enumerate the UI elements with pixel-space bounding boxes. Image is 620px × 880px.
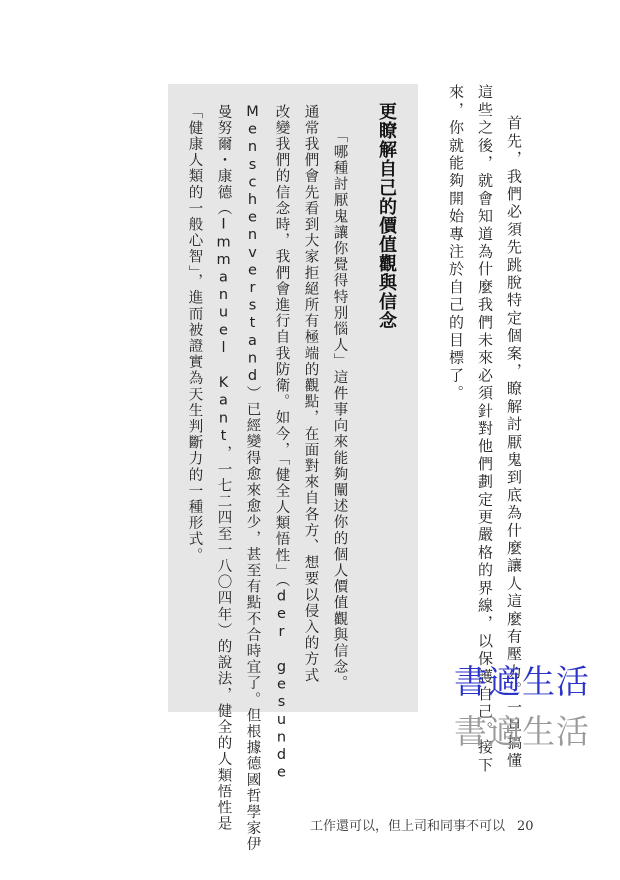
watermark-blue: 書適生活 [454, 662, 590, 701]
sidebar-title: 更瞭解自己的價值觀與信念 [376, 102, 397, 330]
body-text-column-2: 這些之後，就會知道為什麼我們未來必須針對他們劃定更嚴格的界線，以保護自己。接下 [476, 84, 494, 775]
page-number: 20 [517, 819, 534, 834]
running-title: 工作還可以，但上司和同事不可以 [310, 819, 506, 834]
sidebar-line-6: 「健康人類的一般心智」，進而被證實為天生判斷力的一種形式。 [186, 104, 203, 564]
body-text-column-3: 來，你就能夠開始專注於自己的目標了。 [447, 84, 465, 403]
body-text-column-1: 首先，我們必須先跳脫特定個案，瞭解討厭鬼到底為什麼讓人這麼有壓力。一旦搞懂 [505, 115, 523, 770]
sidebar-line-1: 「哪種討厭鬼讓你覺得特別惱人」這件事向來能夠闡述你的個人價值觀與信念。 [331, 128, 348, 692]
sidebar-line-3: 改變我們的信念時，我們會進行自我防衛。如今，「健全人類悟性」（der gesunde [273, 104, 290, 783]
sidebar-line-5: 曼努爾・康德（Immanuel Kant，一七二四至一八〇四年）的說法，健全的人類悟性是 [215, 104, 232, 832]
watermark-gray: 書適生活 [454, 712, 590, 751]
page-footer [310, 815, 534, 834]
sidebar-line-4: Menschenverstand）已經變得愈來愈少，甚至有點不合時宜了。但根據德國哲學家伊 [244, 104, 261, 853]
sidebar-line-2: 通常我們會先看到大家拒絕所有極端的觀點，在面對來自各方、想要以侵入的方式 [302, 104, 319, 684]
